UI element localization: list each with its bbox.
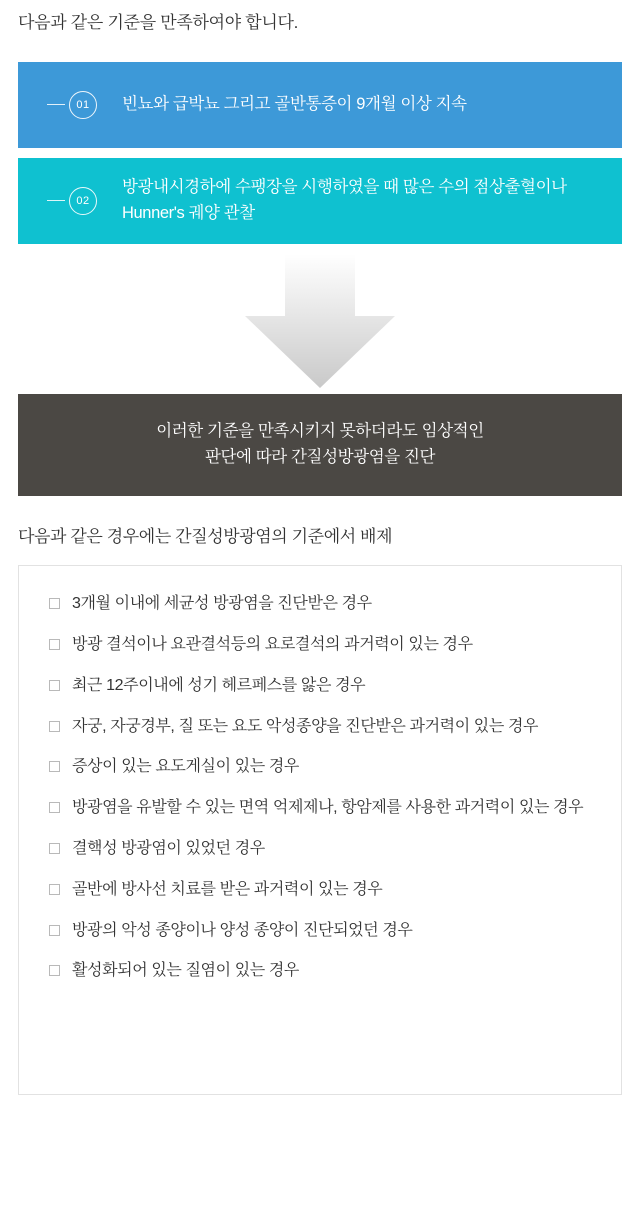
criteria-item-1 xyxy=(18,62,622,148)
criteria-text-2: 방광내시경하에 수팽장을 시행하였을 때 많은 수의 점상출혈이나 Hunner's 궤양 관찰 xyxy=(122,177,567,222)
exclusion-heading: 다음과 같은 경우에는 간질성방광염의 기준에서 배제 xyxy=(18,527,393,547)
down-arrow-icon xyxy=(245,254,395,388)
dash-line-icon xyxy=(47,200,65,201)
checkbox-icon xyxy=(49,843,60,854)
list-item xyxy=(49,878,599,903)
dash-line-icon xyxy=(47,104,65,105)
checkbox-icon xyxy=(49,680,60,691)
exclusion-list-box xyxy=(18,565,622,1095)
list-item-label: 방광의 악성 종양이나 양성 종양이 진단되었던 경우 xyxy=(72,921,413,939)
checkbox-icon xyxy=(49,965,60,976)
list-item-label: 방광염을 유발할 수 있는 면역 억제제나, 항암제를 사용한 과거력이 있는 경우 xyxy=(72,799,584,817)
list-item xyxy=(49,919,599,944)
arrow-container xyxy=(0,254,640,388)
list-item-label: 자궁, 자궁경부, 질 또는 요도 악성종양을 진단받은 과거력이 있는 경우 xyxy=(72,717,539,735)
list-item xyxy=(49,959,599,984)
criteria-number-1: 01 xyxy=(69,91,97,119)
checkbox-icon xyxy=(49,925,60,936)
list-item-label: 증상이 있는 요도게실이 있는 경우 xyxy=(72,758,299,776)
list-item xyxy=(49,755,599,780)
criteria-item-2 xyxy=(18,158,622,244)
criteria-number-wrap-1 xyxy=(26,91,122,119)
list-item xyxy=(49,715,599,740)
list-item xyxy=(49,796,599,821)
checkbox-icon xyxy=(49,598,60,609)
list-item-label: 최근 12주이내에 성기 헤르페스를 앓은 경우 xyxy=(72,676,366,694)
criteria-text-1: 빈뇨와 급박뇨 그리고 골반통증이 9개월 이상 지속 xyxy=(122,94,467,113)
intro-text: 다음과 같은 기준을 만족하여야 합니다. xyxy=(18,13,299,32)
criteria-number-2: 02 xyxy=(69,187,97,215)
list-item-label: 방광 결석이나 요관결석등의 요로결석의 과거력이 있는 경우 xyxy=(72,636,473,654)
list-item-label: 골반에 방사선 치료를 받은 과거력이 있는 경우 xyxy=(72,880,383,898)
conclusion-banner xyxy=(18,394,622,497)
list-item xyxy=(49,837,599,862)
conclusion-line-1: 이러한 기준을 만족시키지 못하더라도 임상적인 xyxy=(156,421,484,440)
list-item xyxy=(49,592,599,617)
checkbox-icon xyxy=(49,884,60,895)
criteria-number-wrap-2 xyxy=(26,187,122,215)
checkbox-icon xyxy=(49,639,60,650)
checkbox-icon xyxy=(49,721,60,732)
checkbox-icon xyxy=(49,761,60,772)
list-item xyxy=(49,674,599,699)
list-item-label: 결핵성 방광염이 있었던 경우 xyxy=(72,840,265,858)
criteria-list xyxy=(18,62,622,244)
checkbox-icon xyxy=(49,802,60,813)
conclusion-line-2: 판단에 따라 간질성방광염을 진단 xyxy=(204,447,436,466)
list-item xyxy=(49,633,599,658)
list-item-label: 3개월 이내에 세균성 방광염을 진단받은 경우 xyxy=(72,595,372,613)
list-item-label: 활성화되어 있는 질염이 있는 경우 xyxy=(72,962,299,980)
